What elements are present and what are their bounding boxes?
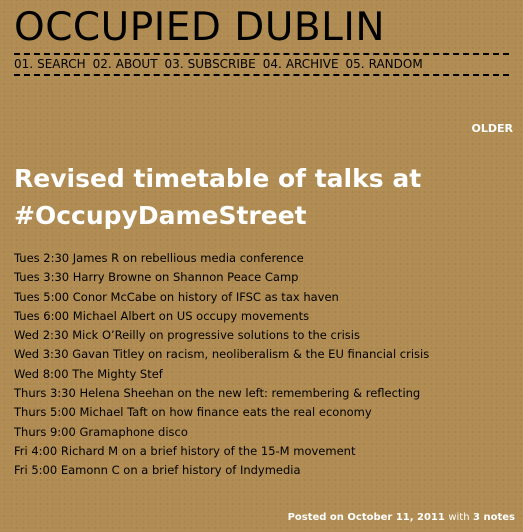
list-item: Tues 3:30 Harry Browne on Shannon Peace Camp — [14, 270, 299, 285]
post-footer — [288, 511, 515, 524]
nav-divider-top — [14, 53, 509, 55]
nav-item-label: ABOUT — [115, 57, 158, 71]
list-item: Wed 3:30 Gavan Titley on racism, neoliberalism & the EU financial crisis — [14, 347, 430, 362]
list-item: Wed 2:30 Mick O’Reilly on progressive solutions to the crisis — [14, 328, 360, 343]
list-item: Tues 6:00 Michael Albert on US occupy movements — [14, 308, 310, 323]
nav-item-label: ARCHIVE — [285, 57, 339, 71]
nav-item-label: RANDOM — [368, 57, 423, 71]
list-item: Tues 2:30 James R on rebellious media conference — [14, 251, 304, 265]
nav-item-about[interactable] — [93, 56, 158, 72]
nav-item-label: SUBSCRIBE — [187, 57, 256, 71]
nav-item-random[interactable] — [346, 56, 423, 72]
list-item: Tues 5:00 Conor McCabe on history of IFSC as tax haven — [14, 289, 339, 304]
posted-on-label: Posted on — [287, 512, 344, 523]
list-item: Thurs 3:30 Helena Sheehan on the new left: remembering & reflecting — [14, 386, 421, 401]
with-label: with — [448, 512, 470, 523]
nav-item-label: SEARCH — [37, 57, 86, 71]
nav-item-number: 01. — [14, 57, 34, 71]
older-posts-link[interactable]: OLDER — [471, 122, 513, 135]
site-title[interactable]: OCCUPIED DUBLIN — [14, 5, 386, 50]
nav-item-number: 03. — [164, 57, 184, 71]
nav-item-search[interactable] — [14, 56, 86, 72]
talk-list — [14, 249, 429, 481]
list-item: Wed 8:00 The Mighty Stef — [14, 366, 163, 381]
nav-item-number: 05. — [345, 57, 365, 71]
list-item: Fri 4:00 Richard M on a brief history of the 15-M movement — [14, 443, 356, 458]
list-item: Thurs 9:00 Gramaphone disco — [14, 424, 188, 439]
main-nav — [14, 56, 423, 72]
nav-item-number: 04. — [262, 57, 282, 71]
list-item: Fri 5:00 Eamonn C on a brief history of Indymedia — [14, 463, 301, 478]
nav-divider-bottom — [14, 74, 509, 76]
post-date-link[interactable]: October 11, 2011 — [347, 512, 445, 523]
nav-item-number: 02. — [92, 57, 112, 71]
post-title[interactable]: Revised timetable of talks at #OccupyDameStreet — [14, 164, 422, 230]
nav-item-subscribe[interactable] — [165, 56, 256, 72]
nav-item-archive[interactable] — [263, 56, 339, 72]
notes-link[interactable]: 3 notes — [473, 512, 515, 523]
list-item: Thurs 5:00 Michael Taft on how finance eats the real economy — [14, 405, 372, 420]
